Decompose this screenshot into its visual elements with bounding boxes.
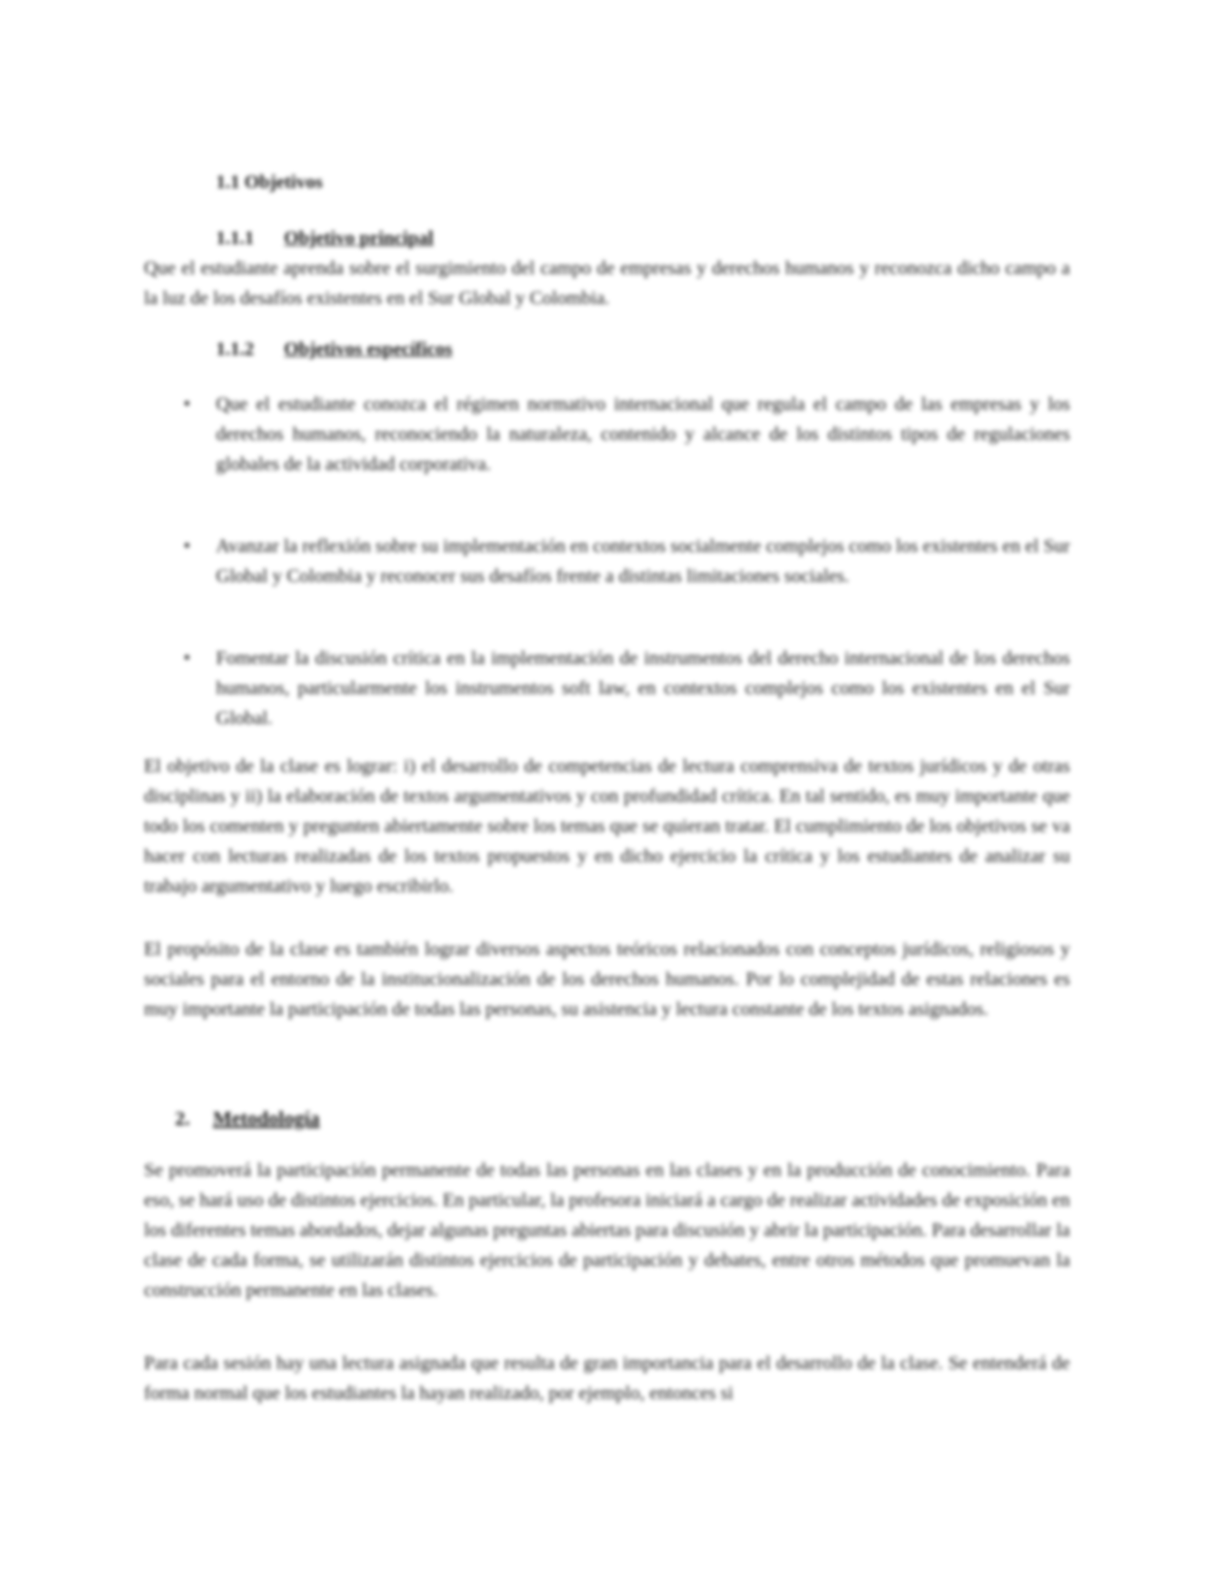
body-paragraph: El objetivo de la clase es lograr: i) el desarrollo de competencias de lectura comprensiva de textos jurídicos y de otras disciplinas y ii) la elaboración de textos argumentativos y con profundidad crítica. En tal sentido, es muy importante que todo los comenten y pregunten abiertamente sobre los temas que se quieran tratar. El cumplimiento de los objetivos se va hacer con lecturas realizadas de los textos propuestos y en dicho ejercicio la crítica y los estudiantes de analizar su trabajo argumentativo y luego escribirlo. bbox=[144, 756, 1070, 897]
objective-main-number: 1.1.1 bbox=[216, 228, 254, 249]
methodology-number: 2. bbox=[175, 1108, 190, 1130]
methodology-paragraph: Se promoverá la participación permanente de todas las personas en las clases y en la producción de conocimiento. Para eso, se hará uso de distintos ejercicios. En particular, la profesora iniciará a cargo de realizar actividades de exposición en los diferentes temas abordados, dejar algunas preguntas abiertas para discusión y abrir la participación. Para desarrollar la clase de cada forma, se utilizarán distintos ejercicios de participación y debates, entre otros métodos que promuevan la construcción permanente en las clases. bbox=[144, 1160, 1070, 1301]
objective-main-text: Que el estudiante aprenda sobre el surgimiento del campo de empresas y derechos humanos y reconozca dicho campo a la luz de los desafíos existentes en el Sur Global y Colombia. bbox=[144, 258, 1070, 309]
objective-main-heading bbox=[216, 228, 433, 250]
bullet-icon: • bbox=[183, 648, 191, 669]
list-item bbox=[144, 390, 1070, 480]
methodology-paragraph: Para cada sesión hay una lectura asignada que resulta de gran importancia para el desarrollo de la clase. Se entenderá de forma normal que los estudiantes la hayan realizado, por ejemplo, entonces si bbox=[144, 1353, 1070, 1404]
objective-specific-number: 1.1.2 bbox=[216, 339, 254, 360]
section-heading: 1.1 Objetivos bbox=[216, 172, 323, 193]
list-item-text: Fomentar la discusión crítica en la implementación de instrumentos del derecho internacional de los derechos humanos, particularmente los instrumentos soft law, en contextos complejos como los existentes en el Sur Global. bbox=[216, 648, 1070, 729]
body-paragraph: El propósito de la clase es también lograr diversos aspectos teóricos relacionados con conceptos jurídicos, religiosos y sociales para el entorno de la institucionalización de los derechos humanos. Por lo complejidad de estas relaciones es muy importante la participación de todas las personas, su asistencia y lectura constante de los textos asignados. bbox=[144, 939, 1070, 1020]
methodology-title: Metodología bbox=[213, 1108, 320, 1130]
list-item-text: Avanzar la reflexión sobre su implementación en contextos socialmente complejos como los existentes en el Sur Global y Colombia y reconocer sus desafíos frente a distintas limitaciones sociales. bbox=[216, 536, 1070, 587]
bullet-icon: • bbox=[183, 536, 191, 557]
list-item bbox=[144, 644, 1070, 734]
objective-specific-list bbox=[144, 390, 1070, 786]
list-item-text: Que el estudiante conozca el régimen normativo internacional que regula el campo de las empresas y los derechos humanos, reconociendo la naturaleza, contenido y alcance de los distintos tipos de regulaciones globales de la actividad corporativa. bbox=[216, 394, 1070, 475]
list-item bbox=[144, 532, 1070, 592]
objective-specific-heading bbox=[216, 339, 452, 361]
methodology-heading bbox=[175, 1108, 320, 1131]
objective-main-title: Objetivo principal bbox=[284, 228, 434, 249]
bullet-icon: • bbox=[183, 394, 191, 415]
objective-specific-title: Objetivos específicos bbox=[284, 339, 453, 360]
